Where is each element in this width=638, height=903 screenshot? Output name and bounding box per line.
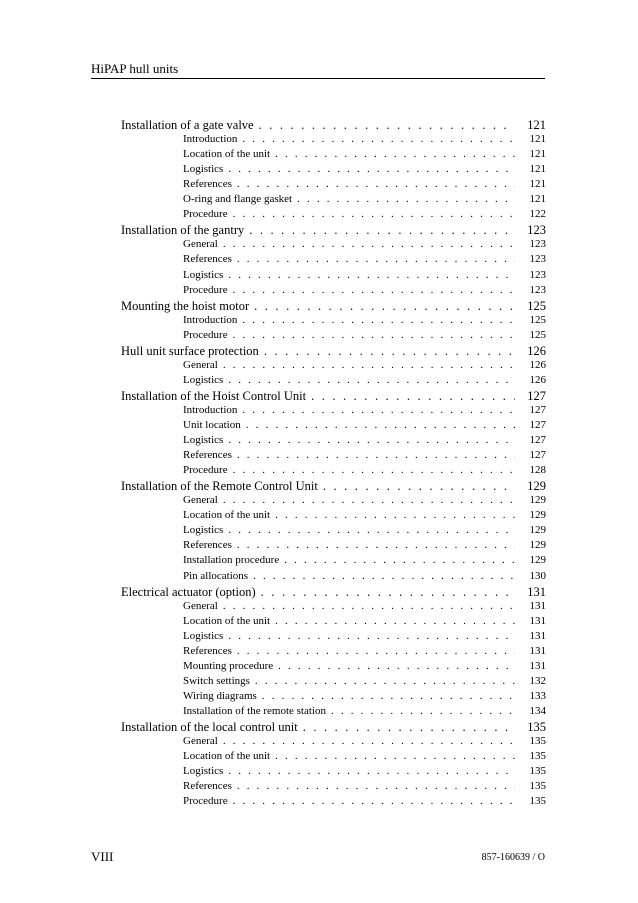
- toc-leader-dots: [228, 434, 515, 446]
- header-rule: [91, 78, 545, 79]
- toc-leader-dots: [311, 389, 515, 404]
- toc-subsection-entry[interactable]: [183, 630, 546, 642]
- toc-subsection-page: 128: [529, 464, 546, 477]
- toc-leader-dots: [323, 479, 515, 494]
- toc-subsection-entry[interactable]: [183, 735, 546, 747]
- toc-leader-dots: [237, 449, 515, 461]
- toc-subsection-entry[interactable]: [183, 750, 546, 762]
- toc-section-page: 135: [527, 720, 546, 734]
- toc-leader-dots: [223, 359, 515, 371]
- toc-section-entry[interactable]: [121, 118, 546, 133]
- toc-subsection-title: Procedure: [183, 328, 228, 341]
- toc-leader-dots: [303, 720, 515, 735]
- toc-subsection-entry[interactable]: [183, 539, 546, 551]
- toc-subsection-title: Location of the unit: [183, 750, 271, 763]
- toc-subsection-entry[interactable]: [183, 374, 546, 386]
- toc-leader-dots: [228, 163, 515, 175]
- toc-subsection-title: References: [183, 780, 232, 793]
- toc-subsection-entry[interactable]: [183, 449, 546, 461]
- toc-section-title: Mounting the hoist motor: [121, 298, 250, 313]
- toc-subsection-page: 123: [529, 283, 546, 296]
- toc-section-title: Hull unit surface protection: [121, 343, 259, 358]
- toc-subsection-title: Procedure: [183, 464, 228, 477]
- toc-subsection-title: Mounting procedure: [183, 659, 274, 672]
- toc-section-page: 121: [527, 118, 546, 132]
- toc-subsection-title: References: [183, 253, 232, 266]
- toc-leader-dots: [223, 238, 515, 250]
- toc-subsection-title: General: [183, 238, 218, 251]
- toc-subsection-title: Introduction: [183, 313, 238, 326]
- toc-subsection-title: Switch settings: [183, 674, 250, 687]
- toc-leader-dots: [246, 419, 515, 431]
- toc-subsection-entry[interactable]: [183, 675, 546, 687]
- toc-leader-dots: [261, 585, 515, 600]
- toc-subsection-page: 131: [529, 614, 546, 627]
- toc-subsection-page: 127: [529, 449, 546, 462]
- toc-subsection-title: Location of the unit: [183, 509, 271, 522]
- toc-subsection-title: General: [183, 494, 218, 507]
- toc-leader-dots: [228, 374, 515, 386]
- toc-subsection-entry[interactable]: [183, 284, 546, 296]
- toc-subsection-entry[interactable]: [183, 570, 546, 582]
- toc-subsection-page: 131: [529, 644, 546, 657]
- toc-section-page: 125: [527, 298, 546, 313]
- toc-section-entry[interactable]: [121, 223, 546, 238]
- toc-subsection-entry[interactable]: [183, 133, 546, 145]
- toc-subsection-entry[interactable]: [183, 148, 546, 160]
- toc-subsection-entry[interactable]: [183, 404, 546, 416]
- toc-subsection-page: 129: [529, 539, 546, 552]
- toc-leader-dots: [275, 615, 515, 627]
- toc-subsection-page: 127: [529, 403, 546, 416]
- toc-leader-dots: [255, 675, 515, 687]
- toc-section-page: 127: [527, 388, 546, 403]
- toc-subsection-entry[interactable]: [183, 795, 546, 807]
- toc-subsection-page: 135: [529, 795, 546, 808]
- toc-leader-dots: [278, 660, 515, 672]
- toc-leader-dots: [259, 118, 515, 133]
- toc-leader-dots: [275, 750, 515, 762]
- toc-subsection-title: Installation of the remote station: [183, 704, 326, 717]
- toc-section-page: 129: [527, 479, 546, 494]
- toc-leader-dots: [237, 780, 515, 792]
- toc-subsection-entry[interactable]: [183, 434, 546, 446]
- toc-subsection-entry[interactable]: [183, 705, 546, 717]
- toc-section-title: Installation of the Remote Control Unit: [121, 479, 318, 494]
- toc-subsection-page: 121: [529, 178, 546, 191]
- toc-subsection-entry[interactable]: [183, 494, 546, 506]
- toc-subsection-page: 133: [529, 689, 546, 702]
- toc-subsection-page: 126: [529, 373, 546, 386]
- toc-section-title: Installation of the local control unit: [121, 720, 298, 734]
- toc-leader-dots: [275, 148, 515, 160]
- toc-subsection-page: 131: [529, 659, 546, 672]
- toc-subsection-entry[interactable]: [183, 509, 546, 521]
- toc-subsection-title: Unit location: [183, 419, 241, 431]
- toc-subsection-page: 129: [529, 524, 546, 537]
- toc-subsection-page: 123: [529, 268, 546, 281]
- toc-subsection-page: 123: [529, 253, 546, 266]
- toc-subsection-title: Procedure: [183, 208, 228, 221]
- toc-subsection-page: 122: [529, 208, 546, 221]
- toc-subsection-title: Introduction: [183, 403, 238, 416]
- toc-subsection-title: Location of the unit: [183, 148, 271, 161]
- toc-subsection-entry[interactable]: [183, 314, 546, 326]
- toc-section-entry[interactable]: [121, 299, 546, 314]
- toc-subsection-page: 130: [529, 569, 546, 582]
- toc-leader-dots: [228, 630, 515, 642]
- toc-subsection-page: 125: [529, 328, 546, 341]
- toc-subsection-entry[interactable]: [183, 690, 546, 702]
- toc-subsection-title: O-ring and flange gasket: [183, 193, 293, 206]
- toc-subsection-title: Logistics: [183, 163, 224, 176]
- toc-subsection-page: 135: [529, 765, 546, 778]
- toc-section-page: 123: [527, 223, 546, 238]
- toc-leader-dots: [228, 269, 515, 281]
- toc-subsection-entry[interactable]: [183, 269, 546, 281]
- toc-section-page: 126: [527, 343, 546, 358]
- toc-subsection-title: Wiring diagrams: [183, 689, 257, 702]
- toc-subsection-page: 126: [529, 358, 546, 371]
- toc-leader-dots: [228, 524, 515, 536]
- toc-subsection-page: 131: [529, 599, 546, 612]
- toc-leader-dots: [262, 690, 515, 702]
- toc-subsection-title: Procedure: [183, 283, 228, 296]
- toc-subsection-page: 135: [529, 780, 546, 793]
- toc-subsection-title: General: [183, 599, 218, 612]
- toc-subsection-entry[interactable]: [183, 615, 546, 627]
- toc-leader-dots: [331, 705, 515, 717]
- toc-subsection-page: 134: [529, 704, 546, 717]
- toc-subsection-title: Introduction: [183, 133, 238, 146]
- toc-section-entry[interactable]: [121, 720, 546, 735]
- toc-subsection-title: General: [183, 735, 218, 748]
- toc-leader-dots: [242, 133, 515, 145]
- toc-subsection-page: 129: [529, 494, 546, 507]
- toc-leader-dots: [237, 253, 515, 265]
- toc-subsection-page: 127: [529, 434, 546, 447]
- toc-section-entry[interactable]: [121, 585, 546, 600]
- document-number: 857-160639 / O: [481, 852, 545, 863]
- toc-section-page: 131: [527, 584, 546, 599]
- toc-leader-dots: [223, 600, 515, 612]
- toc-subsection-entry[interactable]: [183, 524, 546, 536]
- toc-subsection-entry[interactable]: [183, 600, 546, 612]
- toc-subsection-title: Logistics: [183, 373, 224, 386]
- toc-subsection-page: 121: [529, 193, 546, 206]
- toc-subsection-title: References: [183, 539, 232, 552]
- toc-subsection-page: 131: [529, 629, 546, 642]
- toc-leader-dots: [223, 494, 515, 506]
- toc-subsection-title: Logistics: [183, 524, 224, 537]
- toc-subsection-page: 121: [529, 133, 546, 146]
- toc-subsection-page: 127: [529, 419, 546, 431]
- toc-leader-dots: [254, 299, 515, 314]
- toc-subsection-title: Logistics: [183, 434, 224, 447]
- toc-leader-dots: [233, 464, 515, 476]
- toc-section-entry[interactable]: [121, 389, 546, 404]
- toc-subsection-title: Installation procedure: [183, 554, 280, 567]
- toc-subsection-entry[interactable]: [183, 178, 546, 190]
- toc-subsection-entry[interactable]: [183, 329, 546, 341]
- toc-subsection-page: 129: [529, 509, 546, 522]
- toc-leader-dots: [242, 404, 515, 416]
- toc-section-entry[interactable]: [121, 344, 546, 359]
- toc-leader-dots: [275, 509, 515, 521]
- toc-section-title: Installation of the Hoist Control Unit: [121, 388, 307, 403]
- toc-subsection-page: 121: [529, 148, 546, 161]
- toc-subsection-entry[interactable]: [183, 660, 546, 672]
- toc-subsection-title: General: [183, 358, 218, 371]
- toc-subsection-entry[interactable]: [183, 464, 546, 476]
- toc-leader-dots: [233, 208, 515, 220]
- page-number: VIII: [91, 849, 114, 864]
- toc-leader-dots: [297, 193, 515, 205]
- toc-subsection-entry[interactable]: [183, 780, 546, 792]
- toc-subsection-title: Logistics: [183, 629, 224, 642]
- toc-subsection-entry[interactable]: [183, 419, 546, 431]
- toc-section-title: Electrical actuator (option): [121, 584, 256, 599]
- toc-subsection-entry[interactable]: [183, 238, 546, 250]
- toc-section-entry[interactable]: [121, 479, 546, 494]
- toc-section-title: Installation of a gate valve: [121, 118, 254, 132]
- toc-subsection-entry[interactable]: [183, 193, 546, 205]
- toc-leader-dots: [228, 765, 515, 777]
- toc-subsection-page: 135: [529, 735, 546, 748]
- toc-subsection-title: Logistics: [183, 268, 224, 281]
- toc-subsection-page: 123: [529, 238, 546, 251]
- toc-leader-dots: [237, 178, 515, 190]
- toc-subsection-page: 135: [529, 750, 546, 763]
- toc-subsection-title: Pin allocations: [183, 569, 249, 582]
- toc-subsection-title: Location of the unit: [183, 614, 271, 627]
- toc-leader-dots: [253, 570, 515, 582]
- toc-subsection-page: 132: [529, 674, 546, 687]
- toc-subsection-page: 129: [529, 554, 546, 567]
- toc-leader-dots: [237, 645, 515, 657]
- toc-subsection-page: 121: [529, 163, 546, 176]
- toc-subsection-title: Logistics: [183, 765, 224, 778]
- toc-subsection-entry[interactable]: [183, 645, 546, 657]
- toc-subsection-entry[interactable]: [183, 554, 546, 566]
- toc-subsection-page: 125: [529, 313, 546, 326]
- toc-section-title: Installation of the gantry: [121, 223, 245, 238]
- toc-subsection-entry[interactable]: [183, 359, 546, 371]
- toc-subsection-entry[interactable]: [183, 208, 546, 220]
- toc-subsection-title: References: [183, 449, 232, 462]
- toc-subsection-title: Procedure: [183, 795, 228, 808]
- running-header-title: HiPAP hull units: [91, 61, 179, 76]
- toc-leader-dots: [233, 329, 515, 341]
- toc-leader-dots: [242, 314, 515, 326]
- toc-leader-dots: [237, 539, 515, 551]
- toc-leader-dots: [249, 223, 515, 238]
- toc-leader-dots: [223, 735, 515, 747]
- toc-subsection-title: References: [183, 178, 232, 191]
- toc-leader-dots: [284, 554, 515, 566]
- toc-subsection-entry[interactable]: [183, 163, 546, 175]
- toc-leader-dots: [233, 795, 515, 807]
- toc-leader-dots: [264, 344, 515, 359]
- toc-subsection-entry[interactable]: [183, 253, 546, 265]
- toc-subsection-title: References: [183, 644, 232, 657]
- toc-subsection-entry[interactable]: [183, 765, 546, 777]
- toc-leader-dots: [233, 284, 515, 296]
